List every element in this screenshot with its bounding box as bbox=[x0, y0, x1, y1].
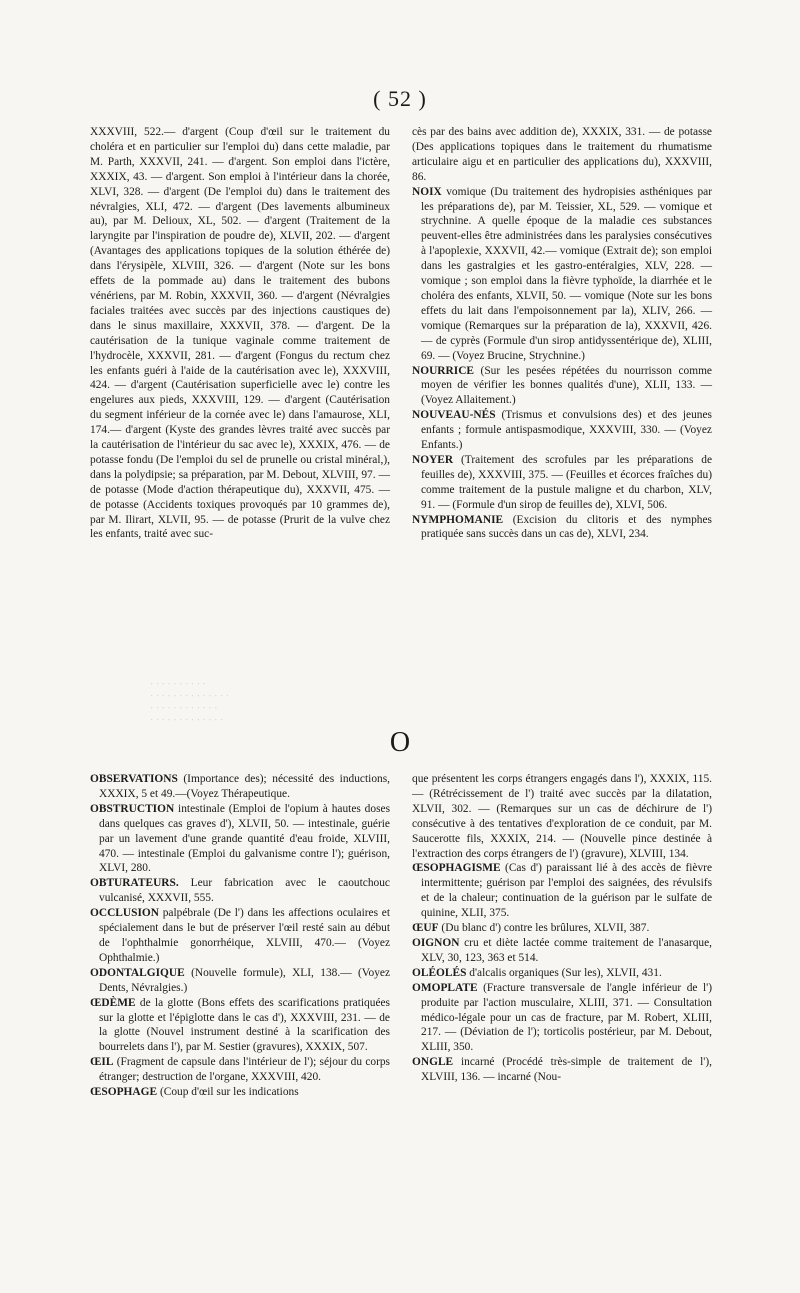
index-entry bbox=[412, 966, 712, 981]
entry-headword: NOURRICE bbox=[412, 364, 475, 377]
index-entry bbox=[412, 861, 712, 921]
entry-headword: OBSERVATIONS bbox=[90, 773, 178, 785]
entry-headword: ŒDÈME bbox=[90, 996, 136, 1009]
index-entry bbox=[412, 185, 712, 364]
index-entry bbox=[90, 772, 390, 802]
index-entry bbox=[90, 1085, 390, 1100]
entry-headword: ŒSOPHAGISME bbox=[412, 862, 501, 875]
index-entry bbox=[90, 966, 390, 996]
entry-headword: NOUVEAU-NÉS bbox=[412, 409, 496, 422]
entry-text: de la glotte (Bons effets des scarifications pratiquées sur la glotte et l'épiglotte dans le cas d'), XXXVIII, 231. — de la glotte (Nouvel instrument destiné à la scarification des bourrelets dans l'), par M. Sestier (gravures), XXXIX, 507. bbox=[99, 996, 390, 1054]
entry-headword: NOIX bbox=[412, 185, 442, 198]
index-entry bbox=[412, 921, 712, 936]
entry-headword: OBTURATEURS. bbox=[90, 877, 179, 890]
entry-headword: ŒUF bbox=[412, 922, 439, 935]
show-through-text: · · · · · · · · · · · · · · · · · · · · · · · · · · · · · · · · · · · · · · · · · · · · · · · · · bbox=[150, 677, 230, 724]
entry-text: (Sur les pesées répétées du nourrisson comme moyen de vérifier les bonnes qualités d'une), XLII, 133. — (Voyez Allaitement.) bbox=[421, 364, 712, 407]
column-left-top bbox=[90, 125, 390, 542]
entry-headword: NOYER bbox=[412, 453, 454, 466]
index-entry bbox=[90, 996, 390, 1056]
entry-headword: NYMPHOMANIE bbox=[412, 513, 504, 526]
entry-text: palpébrale (De l') dans les affections oculaires et spécialement dans le but de préserver l'œil resté sain au début de l'ophthalmie gonorrhéique, XLVIII, 470.— (Voyez Ophthalmie.) bbox=[99, 907, 390, 964]
index-entry bbox=[412, 981, 712, 1056]
entry-headword: OMOPLATE bbox=[412, 981, 478, 994]
section-letter: O bbox=[389, 727, 411, 758]
entry-headword: ŒSOPHAGE bbox=[90, 1086, 158, 1099]
index-entry bbox=[412, 364, 712, 409]
entry-text: (Fragment de capsule dans l'intérieur de l'); séjour du corps étranger; destruction de l'organe, XXXVIII, 420. bbox=[99, 1056, 390, 1084]
entry-text: vomique (Du traitement des hydropisies asthéniques par les préparations de), par M. Teissier, XL, 529. — vomique et strychnine. A quelle époque de la maladie ces substances peuvent-elles être administrées dans les paralysies consécutives à l'apoplexie, XXXVII, 42.— vomique (Extrait de); son emploi dans les gastralgies et les gastro-entéralgies, XLV, 228. — vomique ; son emploi dans la fièvre typhoïde, la diarrhée et le choléra des enfants, XLVII, 50. — vomique (Note sur les bons effets du lait dans l'empoisonnement par la), XLIV, 266. — vomique (Remarques sur la préparation de la), XXXVII, 426. — de cyprès (Formule d'un sirop antidyssentérique de), XLIII, 69. — (Voyez Brucine, Strychnine.) bbox=[421, 185, 712, 362]
index-entry bbox=[90, 876, 390, 906]
entry-text: (Du blanc d') contre les brûlures, XLVII, 387. bbox=[438, 922, 650, 935]
entry-text: (Importance des); nécessité des inductions, XXXIX, 5 et 49.—(Voyez Thérapeutique. bbox=[99, 773, 390, 800]
index-entry bbox=[90, 1055, 390, 1085]
entry-text: (Trismus et convulsions des) et des jeunes enfants ; formule antispasmodique, XXXVIII, 330. — (Voyez Enfants.) bbox=[421, 409, 712, 452]
column-right-bottom bbox=[412, 772, 712, 1085]
entry-headword: OIGNON bbox=[412, 936, 460, 949]
entry-headword: ŒIL bbox=[90, 1056, 114, 1069]
index-entry bbox=[412, 408, 712, 453]
column-right-top bbox=[412, 125, 712, 542]
entry-text: (Excision du clitoris et des nymphes pratiquée sans succès dans un cas de), XLVI, 234. bbox=[421, 513, 712, 541]
index-entry bbox=[412, 513, 712, 543]
entry-text: d'alcalis organiques (Sur les), XLVII, 431. bbox=[466, 966, 662, 979]
entry-headword: OLÉOLÉS bbox=[412, 966, 467, 979]
entry-text: (Cas d') paraissant lié à des accès de fièvre intermittente; guérison par l'emploi des saignées, des révulsifs et de la chaleur; continuation de la guérison par le sulfate de quinine, XLII, 375. bbox=[421, 862, 712, 920]
entry-text: (Coup d'œil sur les indications bbox=[157, 1086, 299, 1099]
page-number: ( 52 ) bbox=[373, 86, 427, 111]
index-entry bbox=[90, 906, 390, 966]
index-entry bbox=[412, 453, 712, 513]
entry-text: (Traitement des scrofules par les préparations de feuilles de), XXXVIII, 375. — (Feuilles et écorces fraîches du) comme traitement de la pustule maligne et du charbon, XLV, 91. — (Formule d'un sirop de feuilles de), XLVI, 506. bbox=[421, 453, 712, 511]
entry-text: (Nouvelle formule), XLI, 138.— (Voyez Dents, Névralgies.) bbox=[99, 966, 390, 994]
entry-headword: OBSTRUCTION bbox=[90, 802, 175, 815]
entry-headword: ODONTALGIQUE bbox=[90, 966, 185, 979]
entry-headword: ONGLE bbox=[412, 1056, 454, 1069]
entry-text: incarné (Procédé très-simple de traitement de l'), XLVIII, 136. — incarné (Nou- bbox=[421, 1056, 712, 1084]
entry-text: Leur fabrication avec le caoutchouc vulcanisé, XXXVII, 555. bbox=[99, 877, 390, 905]
entry-text: cru et diète lactée comme traitement de l'anasarque, XLV, 30, 123, 363 et 514. bbox=[421, 936, 712, 964]
entry-text: intestinale (Emploi de l'opium à hautes doses dans quelques cas graves d'), XLVII, 50. — intestinale, guérie par un lavement d'une grande quantité d'eau froide, XLVIII, 470. — intestinale (Emploi du galvanisme contre l'); guérison, XLVI, 280. bbox=[99, 802, 390, 875]
column-left-bottom bbox=[90, 772, 390, 1100]
entry-continuation: que présentent les corps étrangers engagés dans l'), XXXIX, 115.— (Rétrécissement de l') traité avec succès par la dilatation, XLVII, 302. — (Remarques sur un cas de déchirure de l') consécutive à des tentatives d'exploration de ce conduit, par M. Saucerotte fils, XXXIX, 214. — (Nouvelle pince destinée à l'extraction des corps étrangers de l') (gravure), XLVIII, 134. bbox=[412, 773, 712, 860]
index-entry bbox=[90, 802, 390, 877]
entry-text: (Fracture transversale de l'angle inférieur de l') produite par l'action musculaire, XLIII, 371. — Consultation médico-légale pour un cas de fracture, par M. Robert, XLIII, 217. — (Déviation de l'); torticolis postérieur, par M. Debout, XLIII, 350. bbox=[421, 981, 712, 1054]
entry-continuation: cès par des bains avec addition de), XXXIX, 331. — de potasse (Des applications topiques dans le traitement du rhumatisme articulaire aigu et en particulier des applications du), XXXVIII, 86. bbox=[412, 126, 712, 183]
entry-continuation: XXXVIII, 522.— d'argent (Coup d'œil sur le traitement du choléra et en particulier sur l'emploi du) dans cette maladie, par M. Parth, XXXVII, 241. — d'argent. Son emploi dans l'ictère, XXXIX, 43. — d'argent. Son emploi à l'intérieur dans la chorée, XLVI, 328. — d'argent (De l'emploi du) dans le traitement des névralgies, XLI, 472. — d'argent (Des lavements albumineux au), par M. Delioux, XL, 502. — d'argent (Traitement de la laryngite par l'inspiration de poudre de), XLVII, 202. — d'argent (Avantages des applications topiques de la solution éthérée de) dans l'érysipèle, XLVIII, 326. — d'argent (Note sur les bons effets de la pommade au) dans le traitement des bubons vénériens, par M. Robin, XXXVII, 360. — d'argent (Névralgies faciales traitées avec succès par des injections caustiques de) dans le sinus maxillaire, XXXVII, 378. — d'argent. De la cautérisation de la tunique vaginale comme traitement de l'hydrocèle, XXXVII, 281. — d'argent (Fongus du rectum chez les enfants guéri à l'aide de la cautérisation avec le), XXXVIII, 424. — d'argent (Cautérisation superficielle avec le) contre les engelures aux pieds, XXXVIII, 129. — d'argent (Cautérisation du segment inférieur de la cornée avec le) dans l'amaurose, XLI, 174.— d'argent (Kyste des grandes lèvres traité avec succès par la cautérisation de l'intérieur du sac avec le), XXXIX, 476. — de potasse fondu (De l'emploi du sel de prunelle ou cristal minéral,), dans la polydipsie; sa préparation, par M. Debout, XLVIII, 97. — de potasse (Mode d'action thérapeutique du), XXXVII, 475. — de potasse (Accidents toxiques provoqués par 10 grammes de), par M. Ilirart, XLVII, 95. — de potasse (Prurit de la vulve chez les enfants, traité avec suc- bbox=[90, 126, 390, 541]
index-entry bbox=[412, 1055, 712, 1085]
entry-headword: OCCLUSION bbox=[90, 907, 159, 920]
index-entry bbox=[412, 936, 712, 966]
